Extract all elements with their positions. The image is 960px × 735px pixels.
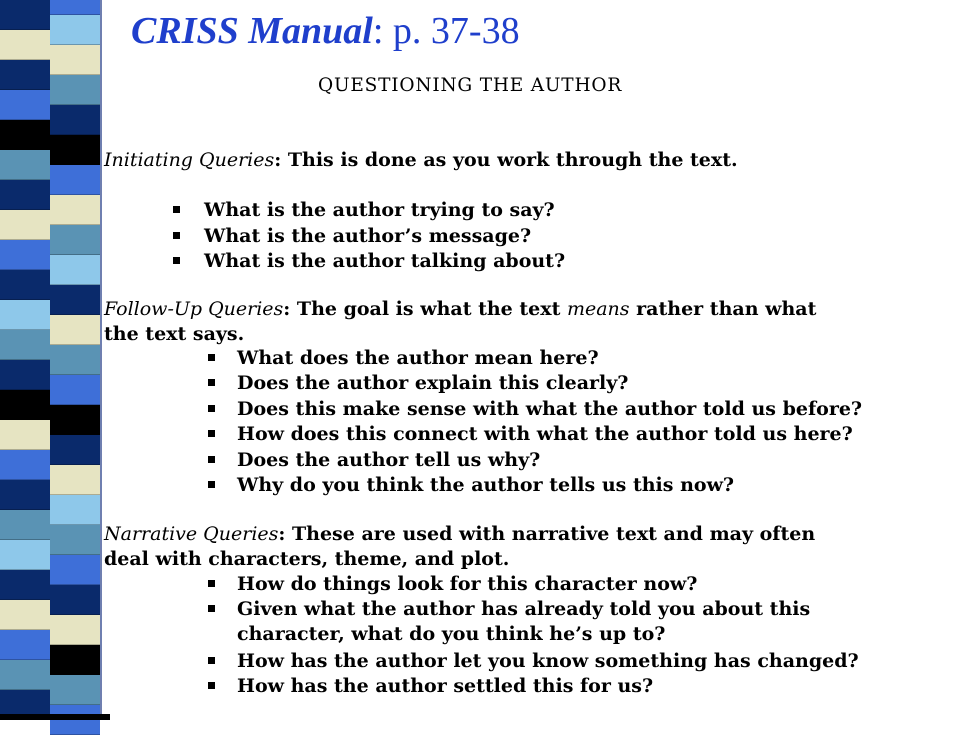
- stripe-block: [50, 645, 100, 675]
- stripe-block: [50, 585, 100, 615]
- section-colon: :: [274, 149, 282, 171]
- section-description-emphasis: means: [566, 298, 630, 320]
- stripe-block: [0, 0, 50, 30]
- stripe-edge-line: [100, 0, 102, 720]
- stripe-block: [50, 405, 100, 435]
- stripe-block: [50, 555, 100, 585]
- stripe-block: [50, 675, 100, 705]
- stripe-block: [0, 420, 50, 450]
- bullet-icon: [208, 657, 215, 664]
- stripe-column-left: [0, 0, 50, 720]
- section-initiating-heading: [104, 148, 738, 172]
- section-colon: :: [278, 523, 286, 545]
- stripe-block: [50, 255, 100, 285]
- stripe-block: [0, 30, 50, 60]
- stripe-foot-bar: [0, 714, 110, 720]
- stripe-block: [0, 90, 50, 120]
- stripe-block: [0, 390, 50, 420]
- section-label: Follow-Up Queries: [104, 298, 284, 320]
- list-item: What does the author mean here?: [237, 347, 599, 369]
- stripe-block: [50, 225, 100, 255]
- stripe-block: [50, 435, 100, 465]
- stripe-block: [50, 465, 100, 495]
- bullet-icon: [208, 682, 215, 689]
- stripe-block: [50, 0, 100, 15]
- section-label: Initiating Queries: [104, 149, 275, 171]
- bullet-icon: [208, 580, 215, 587]
- list-item: Does the author tell us why?: [237, 449, 541, 471]
- section-description-line2: deal with characters, theme, and plot.: [104, 548, 510, 570]
- stripe-block: [50, 135, 100, 165]
- stripe-block: [50, 495, 100, 525]
- list-item: How has the author let you know something has changed?: [237, 650, 859, 672]
- stripe-block: [50, 375, 100, 405]
- stripe-block: [50, 315, 100, 345]
- list-item: What is the author talking about?: [204, 250, 566, 272]
- stripe-block: [0, 240, 50, 270]
- stripe-block: [0, 540, 50, 570]
- section-colon: :: [283, 298, 291, 320]
- section-description: These are used with narrative text and may often: [285, 523, 816, 545]
- list-item: Why do you think the author tells us this now?: [237, 474, 735, 496]
- bullet-icon: [173, 257, 180, 264]
- stripe-block: [50, 615, 100, 645]
- stripe-block: [0, 360, 50, 390]
- slide-title-italic: CRISS Manual: [131, 10, 373, 52]
- bullet-icon: [208, 430, 215, 437]
- stripe-block: [0, 270, 50, 300]
- list-item: How do things look for this character now?: [237, 573, 698, 595]
- stripe-block: [0, 120, 50, 150]
- stripe-block: [50, 285, 100, 315]
- stripe-block: [50, 525, 100, 555]
- list-item-continuation: character, what do you think he’s up to?: [237, 623, 666, 645]
- bullet-icon: [208, 481, 215, 488]
- slide-title: [131, 8, 520, 54]
- list-item: How has the author settled this for us?: [237, 675, 654, 697]
- stripe-block: [0, 630, 50, 660]
- document-heading: QUESTIONING THE AUTHOR: [318, 75, 623, 96]
- stripe-block: [50, 195, 100, 225]
- stripe-column-right: [50, 0, 100, 720]
- stripe-block: [0, 510, 50, 540]
- section-description-line2: the text says.: [104, 323, 245, 345]
- list-item: What is the author trying to say?: [204, 199, 555, 221]
- bullet-icon: [208, 405, 215, 412]
- bullet-icon: [173, 232, 180, 239]
- stripe-block: [50, 75, 100, 105]
- stripe-block: [0, 450, 50, 480]
- section-narrative-heading: [104, 522, 815, 546]
- stripe-block: [0, 210, 50, 240]
- stripe-block: [0, 60, 50, 90]
- section-followup-heading: [104, 297, 816, 321]
- bullet-icon: [208, 379, 215, 386]
- stripe-block: [0, 600, 50, 630]
- stripe-block: [0, 150, 50, 180]
- list-item: Does this make sense with what the author told us before?: [237, 398, 863, 420]
- section-description: This is done as you work through the text.: [281, 149, 738, 171]
- slide-title-pages: : p. 37-38: [372, 10, 520, 52]
- stripe-block: [0, 660, 50, 690]
- section-label: Narrative Queries: [104, 523, 279, 545]
- list-item: What is the author’s message?: [204, 225, 532, 247]
- stripe-block: [0, 300, 50, 330]
- stripe-block: [0, 480, 50, 510]
- bullet-icon: [173, 206, 180, 213]
- section-description: The goal is what the text: [290, 298, 567, 320]
- stripe-block: [0, 570, 50, 600]
- stripe-block: [50, 165, 100, 195]
- bullet-icon: [208, 354, 215, 361]
- stripe-block: [50, 105, 100, 135]
- bullet-icon: [208, 605, 215, 612]
- bullet-icon: [208, 456, 215, 463]
- stripe-block: [50, 15, 100, 45]
- decorative-stripe-border: [0, 0, 100, 720]
- list-item: Given what the author has already told you about this: [237, 598, 811, 620]
- section-description-rest: rather than what: [629, 298, 817, 320]
- stripe-block: [0, 330, 50, 360]
- stripe-block: [50, 705, 100, 735]
- stripe-block: [50, 45, 100, 75]
- stripe-block: [0, 180, 50, 210]
- stripe-block: [50, 345, 100, 375]
- list-item: Does the author explain this clearly?: [237, 372, 629, 394]
- list-item: How does this connect with what the author told us here?: [237, 423, 853, 445]
